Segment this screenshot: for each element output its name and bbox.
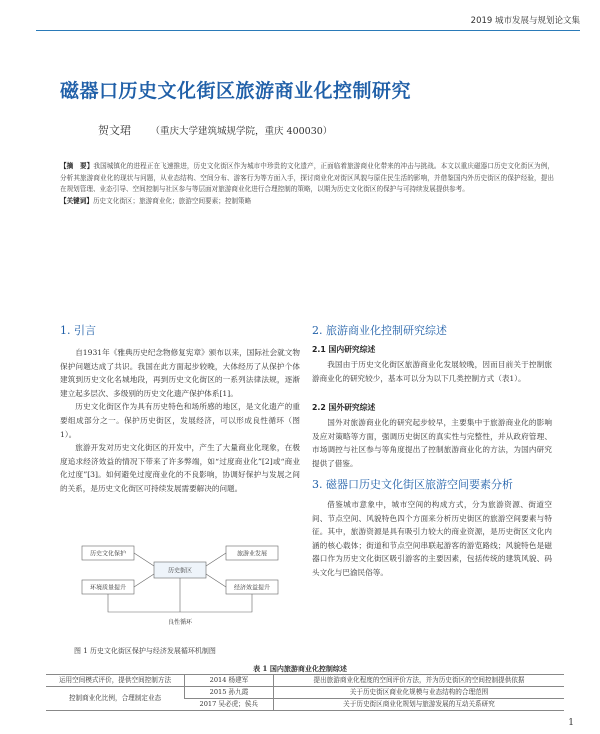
fig-label-center: 历史街区 — [167, 567, 193, 575]
fig-label-bottom: 良性循环 — [167, 619, 193, 626]
table-cell: 2015 孙九霞 — [185, 687, 274, 699]
fig-label-right-bottom: 经济效益提升 — [233, 584, 271, 592]
left-column-text — [60, 346, 300, 496]
intro-paragraph-1: 自1931年《雅典历史纪念物修复宪章》颁布以来，国际社会就文物保护问题达成了共识。我国在此方面起步较晚，大体经历了从保护个体建筑到历史文化名城地段，再到历史文化街区的一系列法律法规，逐渐建立起多层次、多级别的历史文化遗产保护体系[1]。 — [60, 348, 300, 398]
analysis-paragraph: 借鉴城市意象中，城市空间的构成方式，分为旅游资源、街道空间、节点空间、风貌特色四个方面来分析历史街区的旅游空间要素与特征。其中，旅游资源是具有吸引力较大的商业资源，是历史街区文化内涵的核心载体；街道和节点空间串联起游客的游览路线；风貌特色是磁器口作为历史文化街区吸引游客的主要因素，包括传统的建筑风貌、码头文化与巴渝民俗等。 — [312, 500, 552, 577]
domestic-review-text — [312, 358, 552, 385]
fig-label-left-top: 历史文化保护 — [89, 550, 127, 558]
page-number: 1 — [568, 718, 574, 728]
table-row — [46, 675, 564, 687]
figure-1-diagram — [80, 536, 280, 630]
domestic-review-paragraph: 我国由于历史文化街区旅游商业化发展较晚，因而目前关于控制旅游商业化的研究较少，基本可以分为以下几类控制方式（表1）。 — [312, 360, 552, 383]
foreign-review-text — [312, 416, 552, 470]
table-cell: 关于历史街区商业化规模与业态结构的合理范围 — [274, 687, 565, 699]
header-rule — [36, 30, 580, 31]
author-affiliation: （重庆大学建筑城规学院，重庆 400030） — [150, 126, 333, 137]
table-row — [46, 687, 564, 699]
abstract-text: 我国城镇化的进程正在飞速推进，历史文化街区作为城市中珍贵的文化遗产，正面临着旅游商业化带来的冲击与挑战。本文以重庆磁器口历史文化街区为例，分析其旅游商业化的现状与问题，从业态结构、空间分布、游客行为等方面入手，探讨商业化对街区风貌与原住民生活的影响，并借鉴国内外历史街区的保护经验，提出在规划管理、业态引导、空间控制与社区参与等层面对旅游商业化进行合理控制的策略，以期为历史文化街区的保护与可持续发展提供参考。 — [60, 162, 555, 194]
analysis-text — [312, 498, 552, 662]
fig-label-right-top: 旅游业发展 — [236, 550, 268, 558]
paper-title: 磁器口历史文化街区旅游商业化控制研究 — [60, 80, 412, 102]
subsection-heading-domestic: 2.1 国内研究综述 — [312, 345, 376, 354]
author-name: 贺文珺 — [98, 124, 131, 137]
foreign-review-paragraph: 国外对旅游商业化的研究起步较早，主要集中于旅游商业化的影响及应对策略等方面，强调历史街区的真实性与完整性，并从政府管理、市场调控与社区参与等角度提出了控制旅游商业化的方法，为国内研究提供了借鉴。 — [312, 418, 552, 468]
author-line — [98, 122, 332, 138]
subsection-heading-foreign: 2.2 国外研究综述 — [312, 403, 376, 412]
figure-1-caption: 图 1 历史文化街区保护与经济发展循环机制图 — [74, 647, 216, 655]
table-1-caption: 表 1 国内旅游商业化控制综述 — [253, 664, 347, 673]
table-1 — [46, 674, 564, 711]
table-cell: 运用空间模式评价，提供空间控制方法 — [46, 675, 185, 687]
table-cell: 2017 吴必虎；侯兵 — [185, 699, 274, 711]
abstract-label: 【摘 要】 — [60, 162, 94, 170]
running-head: 2019 城市发展与规划论文集 — [470, 16, 580, 26]
section-heading-analysis: 3. 磁器口历史文化街区旅游空间要素分析 — [312, 478, 513, 491]
keywords-label: 【关键词】 — [60, 196, 93, 205]
intro-paragraph-3: 旅游开发对历史文化街区的开发中，产生了大量商业化现象，在极度追求经济效益的情况下带来了许多弊端，如“过度商业化”[2]或“商业化过度”[3]。如何避免过度商业化的不良影响，协调好保护与发展之间的关系，是历史文化街区可持续发展需要解决的问题。 — [60, 443, 300, 493]
fig-label-left-bottom: 环境质量提升 — [89, 584, 127, 592]
section-heading-intro: 1. 引言 — [60, 324, 96, 337]
table-cell: 2014 杨建军 — [185, 675, 274, 687]
table-cell: 关于历史街区商业化规划与旅游发展的互动关系研究 — [274, 699, 565, 711]
keywords-text: 历史文化街区；旅游商业化；旅游空间要素；控制策略 — [92, 196, 252, 205]
intro-paragraph-2: 历史文化街区作为具有历史特色和场所感的地区，是文化遗产的重要组成部分之一。保护历史街区，发展经济，可以形成良性循环（图1）。 — [60, 402, 300, 439]
table-cell: 控制商业化比例，合理制定业态 — [46, 687, 185, 711]
abstract — [60, 161, 554, 207]
section-heading-review: 2. 旅游商业化控制研究综述 — [312, 324, 447, 337]
table-cell: 提出旅游商业化程度的空间评价方法，并为历史街区的空间控制提供依据 — [274, 675, 565, 687]
